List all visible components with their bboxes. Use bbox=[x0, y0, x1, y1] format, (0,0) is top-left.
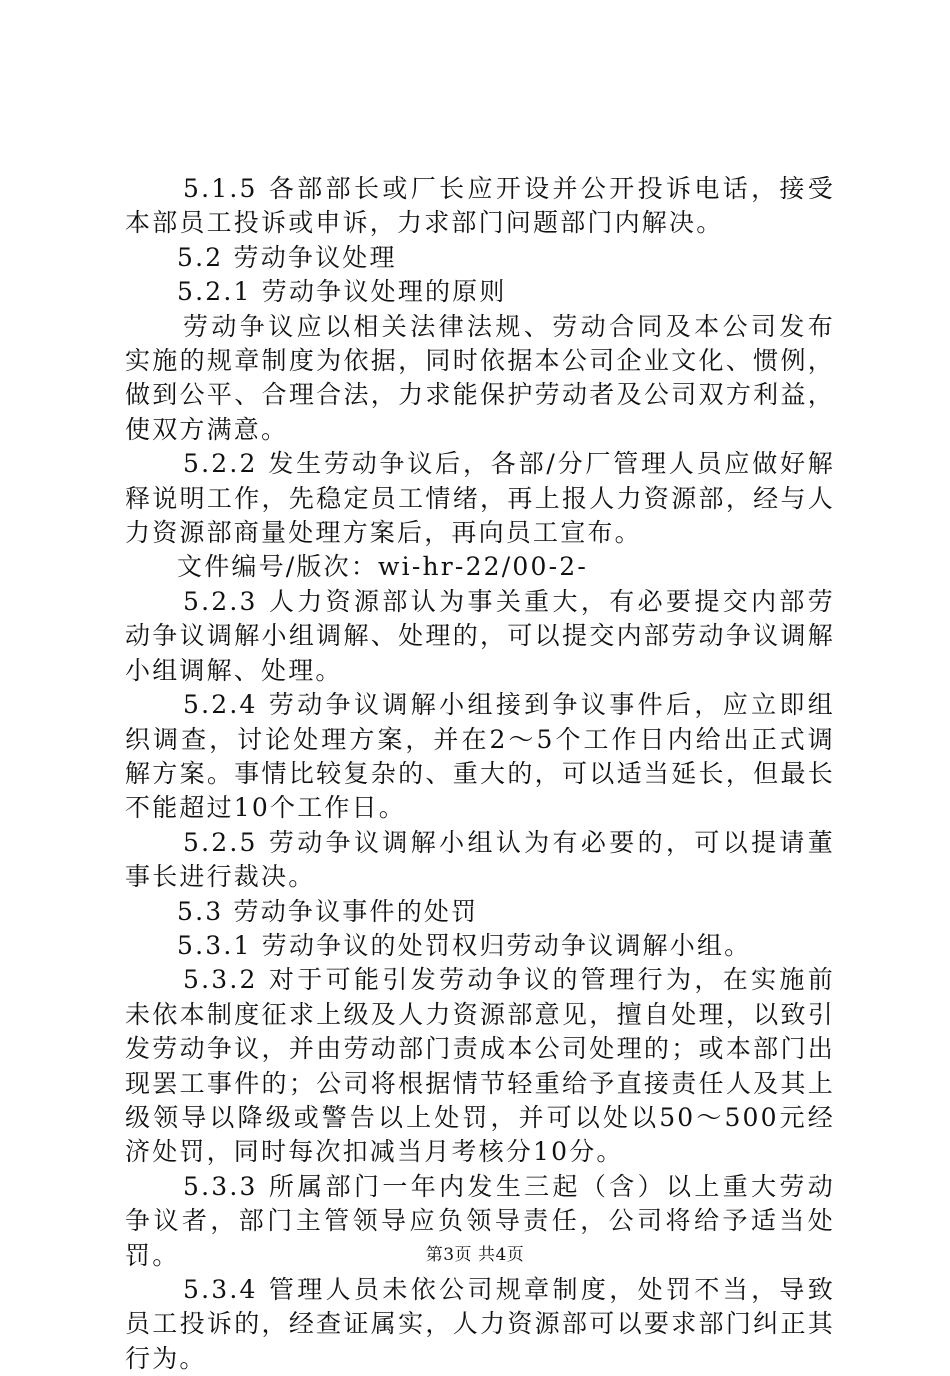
heading-5-3: 5.3 劳动争议事件的处罚 bbox=[177, 896, 479, 926]
paragraph-principle: 劳动争议应以相关法律法规、劳动合同及本公司发布实施的规章制度为依据，同时依据本公司企业文化、惯例，做到公平、合理合法，力求能保护劳动者及公司双方利益，使双方满意。 bbox=[125, 311, 835, 444]
paragraph-5-3-2: 5.3.2 对于可能引发劳动争议的管理行为，在实施前未依本制度征求上级及人力资源部意见，擅自处理，以致引发劳动争议，并由劳动部门责成本公司处理的；或本部门出现罢工事件的；公司将根据情节轻重给予直接责任人及其上级领导以降级或警告以上处罚，并可以处以50～500元经济处罚，同时每次扣减当月考核分10分。 bbox=[125, 965, 835, 1167]
page-footer: 第3页 共4页 bbox=[425, 1245, 525, 1265]
heading-5-2-1: 5.2.1 劳动争议处理的原则 bbox=[177, 277, 507, 307]
paragraph-5-3-3: 5.3.3 所属部门一年内发生三起（含）以上重大劳动争议者，部门主管领导应负领导责任，公司将给予适当处罚。 bbox=[125, 1171, 835, 1270]
paragraph-5-2-4: 5.2.4 劳动争议调解小组接到争议事件后，应立即组织调查，讨论处理方案，并在2～5个工作日内给出正式调解方案。事情比较复杂的、重大的，可以适当延长，但最长不能超过10个工作日。 bbox=[125, 690, 835, 823]
paragraph-5-3-1: 5.3.1 劳动争议的处罚权归劳动争议调解小组。 bbox=[177, 930, 752, 960]
paragraph-5-3-4: 5.3.4 管理人员未依公司规章制度，处罚不当，导致员工投诉的，经查证属实，人力资源部可以要求部门纠正其行为。 bbox=[125, 1275, 835, 1373]
paragraph-5-2-2: 5.2.2 发生劳动争议后，各部/分厂管理人员应做好解释说明工作，先稳定员工情绪，再上报人力资源部，经与人力资源部商量处理方案后，再向员工宣布。 bbox=[125, 449, 835, 548]
paragraph-5-1-5: 5.1.5 各部部长或厂长应开设并公开投诉电话，接受本部员工投诉或申诉，力求部门问题部门内解决。 bbox=[125, 174, 835, 238]
paragraph-5-2-5: 5.2.5 劳动争议调解小组认为有必要的，可以提请董事长进行裁决。 bbox=[125, 827, 835, 892]
document-body bbox=[125, 172, 835, 1376]
heading-5-2: 5.2 劳动争议处理 bbox=[177, 242, 397, 272]
paragraph-5-2-3: 5.2.3 人力资源部认为事关重大，有必要提交内部劳动争议调解小组调解、处理的，可以提交内部劳动争议调解小组调解、处理。 bbox=[125, 586, 835, 685]
document-number-line: 文件编号/版次：wi-hr-22/00-2- bbox=[177, 552, 589, 582]
